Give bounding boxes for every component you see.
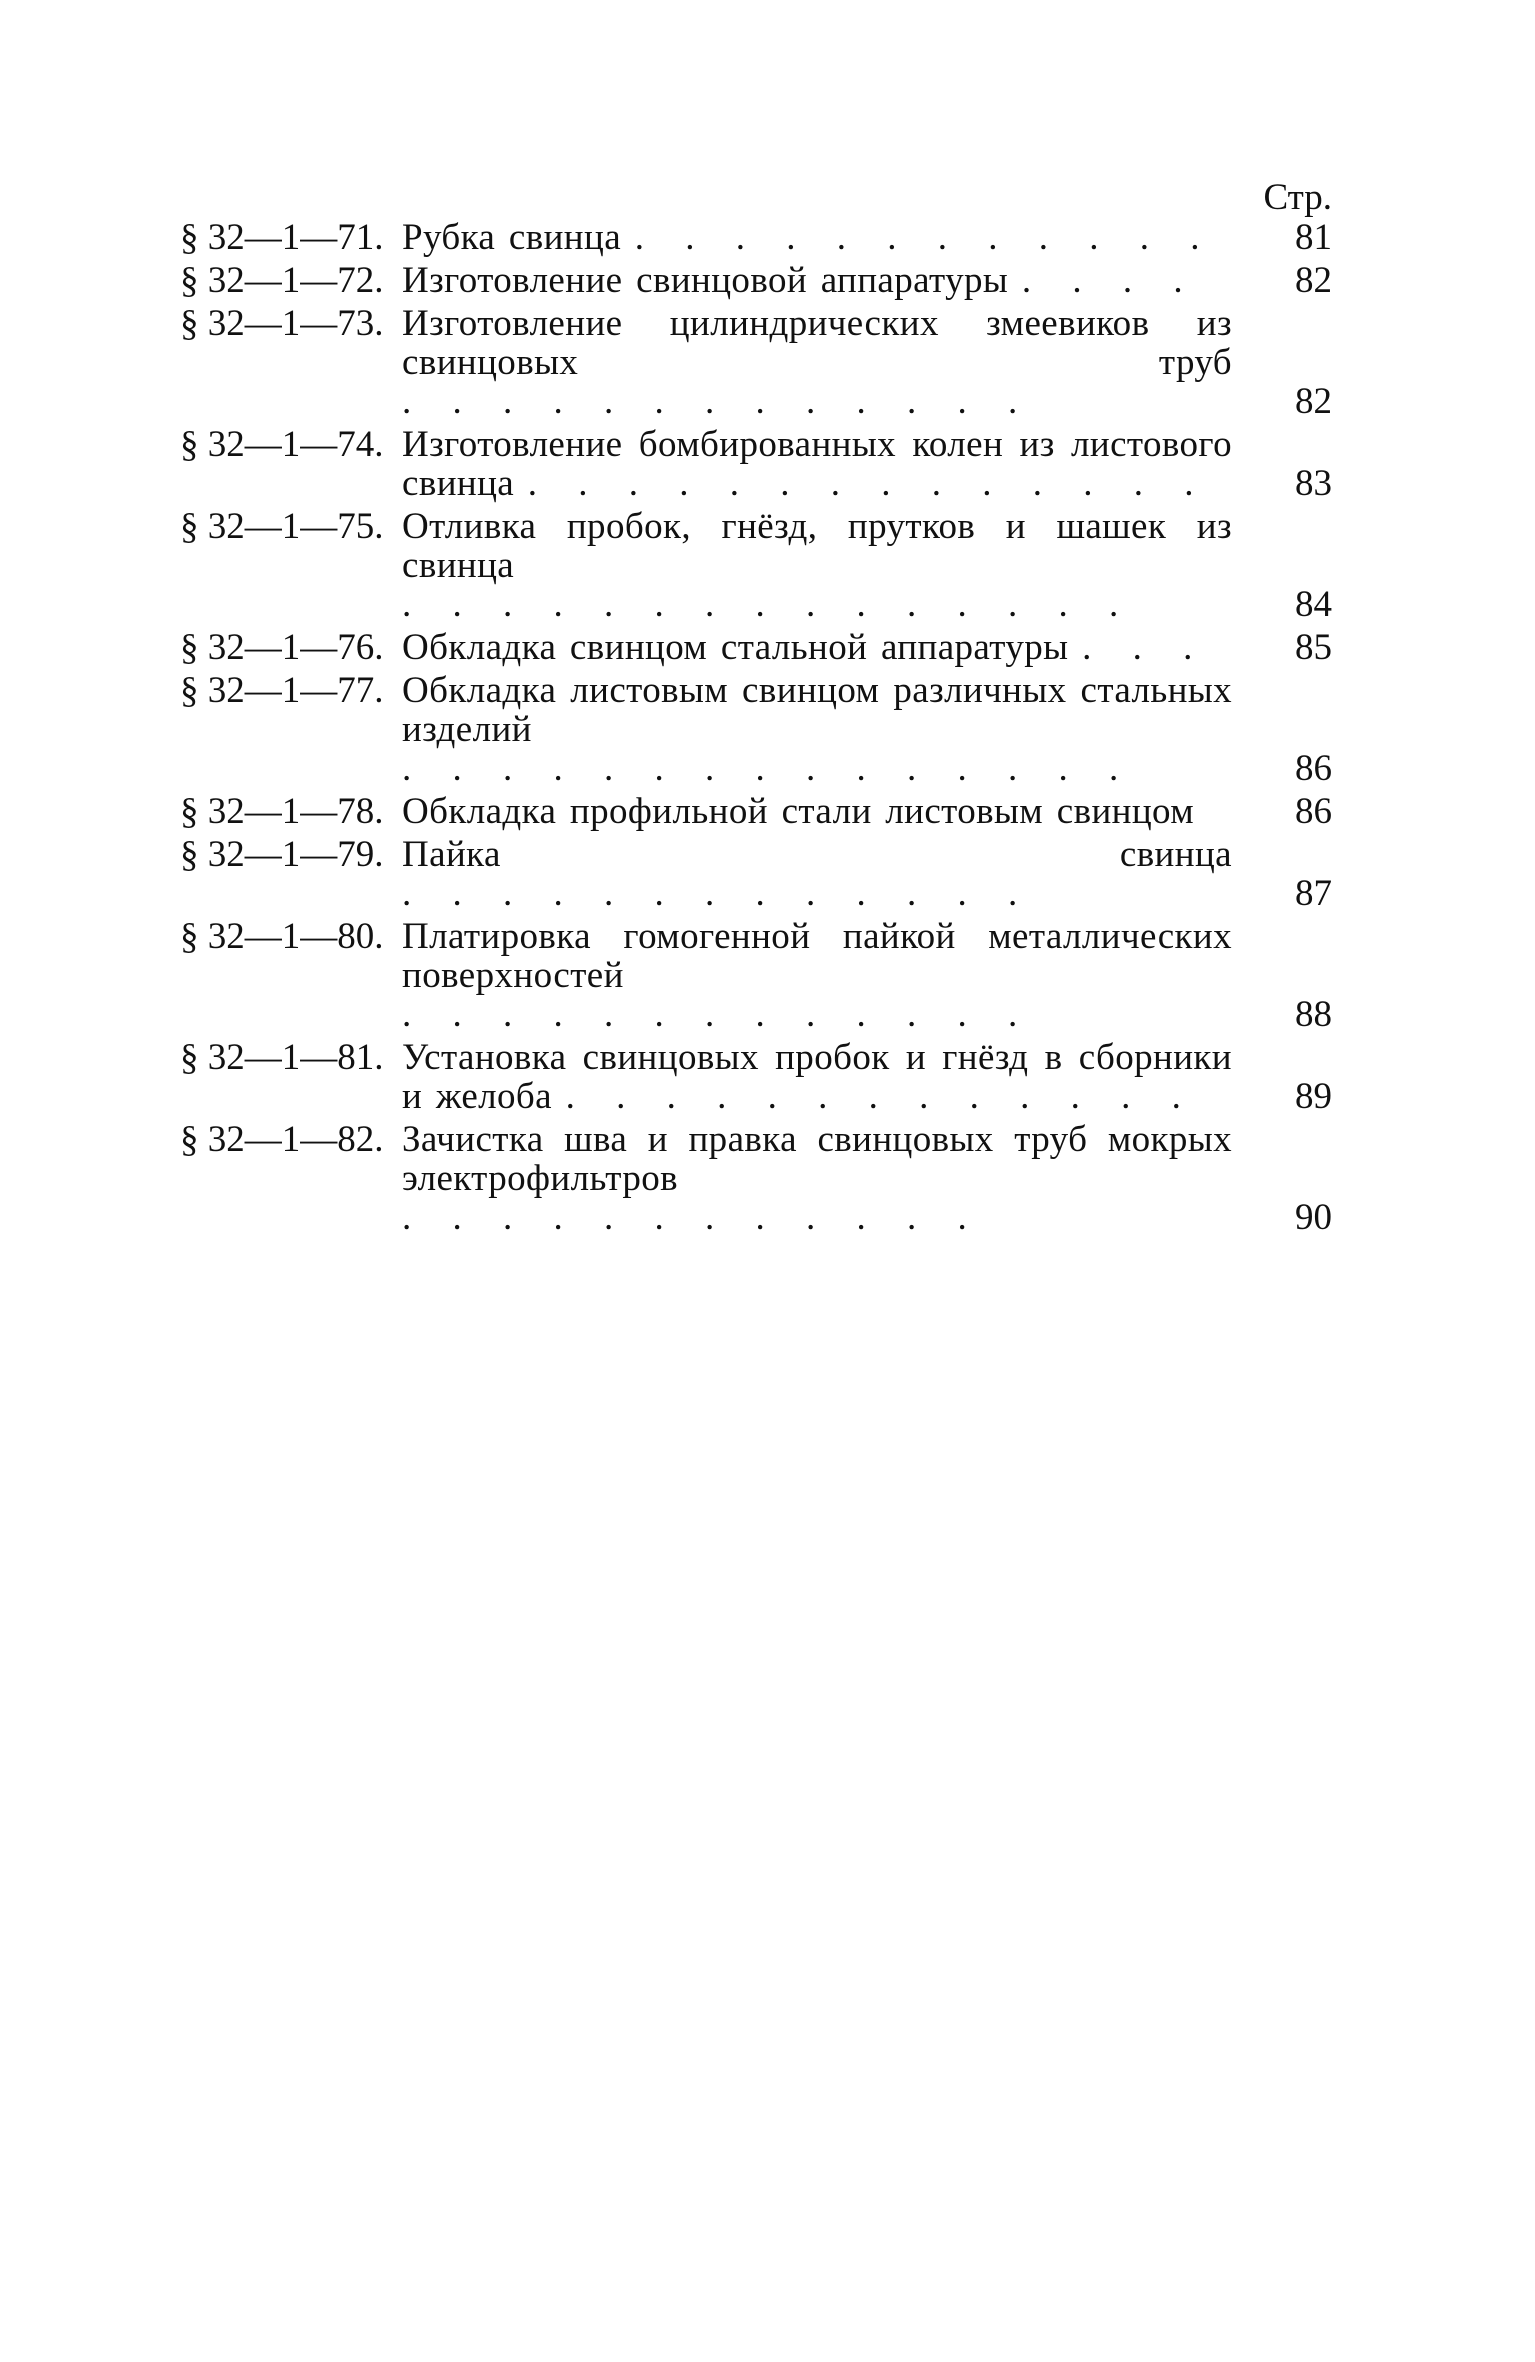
- toc-entry-title: Изготовление цилиндрических змеевиков из свинцовых труб: [402, 303, 1232, 383]
- toc-entry-leader-dots: . . . . . . . . . . . . .: [565, 1076, 1195, 1117]
- toc-entry-title: Обкладка листовым свинцом различных стальных изделий: [402, 670, 1232, 750]
- toc-entry-title: Обкладка профильной стали листовым свинцом: [402, 791, 1195, 832]
- toc-entry-page-number: 82: [1295, 381, 1332, 422]
- toc-entry-leader-dots: . . . . . . . . . . . . .: [402, 994, 1032, 1035]
- toc-entry-title-block: [402, 671, 1232, 788]
- toc-entry-page-number: 81: [1295, 217, 1332, 258]
- toc-entry-number: § 32—1—72.: [180, 260, 384, 301]
- toc-entry-number: § 32—1—76.: [180, 627, 384, 668]
- toc-entry-page-number: 83: [1295, 463, 1332, 504]
- toc-entry-title: Зачистка шва и правка свинцовых труб мокрых электрофильтров: [402, 1119, 1232, 1199]
- toc-entry-title: Отливка пробок, гнёзд, прутков и шашек из свинца: [402, 506, 1232, 586]
- toc-entry: [180, 628, 1340, 667]
- toc-entry-title: Установка свинцовых пробок и гнёзд в сборники и желоба: [402, 1037, 1232, 1117]
- toc-entry-leader-dots: . . .: [1082, 627, 1207, 668]
- toc-entry-title-block: [402, 917, 1232, 1034]
- toc-entry-title: Изготовление свинцовой аппаратуры: [402, 260, 1009, 301]
- toc-entry-number: § 32—1—71.: [180, 217, 384, 258]
- toc-entry-page-number: 86: [1295, 748, 1332, 789]
- toc-entry-title-block: [402, 835, 1232, 913]
- toc-entry: [180, 917, 1340, 1034]
- toc-entry-title-block: [402, 1038, 1232, 1116]
- toc-entry-number: § 32—1—75.: [180, 506, 384, 547]
- toc-entry-number: § 32—1—82.: [180, 1119, 384, 1160]
- toc-entry: [180, 792, 1340, 831]
- toc-entry-page-number: 82: [1295, 260, 1332, 301]
- toc-entry-leader-dots: . . . . . . . . . . . . . . .: [402, 748, 1133, 789]
- toc-entry-title-block: [402, 792, 1232, 831]
- toc-entry: [180, 835, 1340, 913]
- page-column-header: [180, 178, 1340, 218]
- toc-entry-title-block: [402, 425, 1232, 503]
- toc-entry-number: § 32—1—79.: [180, 834, 384, 875]
- toc-entry-title-block: [402, 628, 1232, 667]
- page-column-header-label: Стр.: [1263, 177, 1332, 218]
- toc-entry-title-block: [402, 1120, 1232, 1237]
- toc-entry-leader-dots: . . . .: [1021, 260, 1197, 301]
- toc-entry: [180, 218, 1340, 257]
- toc-entry-leader-dots: . . . . . . . . . . . . . .: [527, 463, 1208, 504]
- toc-entry-page-number: 90: [1295, 1197, 1332, 1238]
- toc-entry: [180, 507, 1340, 624]
- table-of-contents: [180, 178, 1340, 1241]
- toc-entry-title: Изготовление бомбированных колен из листового свинца: [402, 424, 1232, 504]
- toc-entry-page-number: 87: [1295, 873, 1332, 914]
- toc-entry-title-block: [402, 304, 1232, 421]
- toc-entry-leader-dots: . . . . . . . . . . . .: [634, 217, 1214, 258]
- toc-entry: [180, 304, 1340, 421]
- toc-entry-leader-dots: . . . . . . . . . . . .: [402, 1197, 981, 1238]
- toc-entries: [180, 218, 1340, 1237]
- toc-entry: [180, 1120, 1340, 1237]
- toc-entry-number: § 32—1—78.: [180, 791, 384, 832]
- toc-entry-title: Рубка свинца: [402, 217, 622, 258]
- toc-entry-leader-dots: . . . . . . . . . . . . .: [402, 873, 1032, 914]
- toc-entry-leader-dots: . . . . . . . . . . . . .: [402, 381, 1032, 422]
- toc-entry: [180, 261, 1340, 300]
- toc-entry-title: Обкладка свинцом стальной аппаратуры: [402, 627, 1069, 668]
- toc-entry-page-number: 88: [1295, 994, 1332, 1035]
- toc-entry-title-block: [402, 261, 1232, 300]
- toc-entry-number: § 32—1—81.: [180, 1037, 384, 1078]
- toc-entry-page-number: 89: [1295, 1076, 1332, 1117]
- toc-entry-page-number: 85: [1295, 627, 1332, 668]
- toc-entry: [180, 425, 1340, 503]
- toc-entry-number: § 32—1—80.: [180, 916, 384, 957]
- toc-entry-page-number: 84: [1295, 584, 1332, 625]
- toc-entry-leader-dots: . . . . . . . . . . . . . . .: [402, 584, 1133, 625]
- toc-entry-title-block: [402, 218, 1232, 257]
- toc-entry-title: Платировка гомогенной пайкой металлических поверхностей: [402, 916, 1232, 996]
- toc-entry-title: Пайка свинца: [402, 834, 1232, 875]
- toc-entry-page-number: 86: [1295, 791, 1332, 832]
- toc-entry: [180, 671, 1340, 788]
- toc-entry-number: § 32—1—77.: [180, 670, 384, 711]
- toc-entry-number: § 32—1—73.: [180, 303, 384, 344]
- toc-entry-title-block: [402, 507, 1232, 624]
- toc-entry: [180, 1038, 1340, 1116]
- toc-entry-number: § 32—1—74.: [180, 424, 384, 465]
